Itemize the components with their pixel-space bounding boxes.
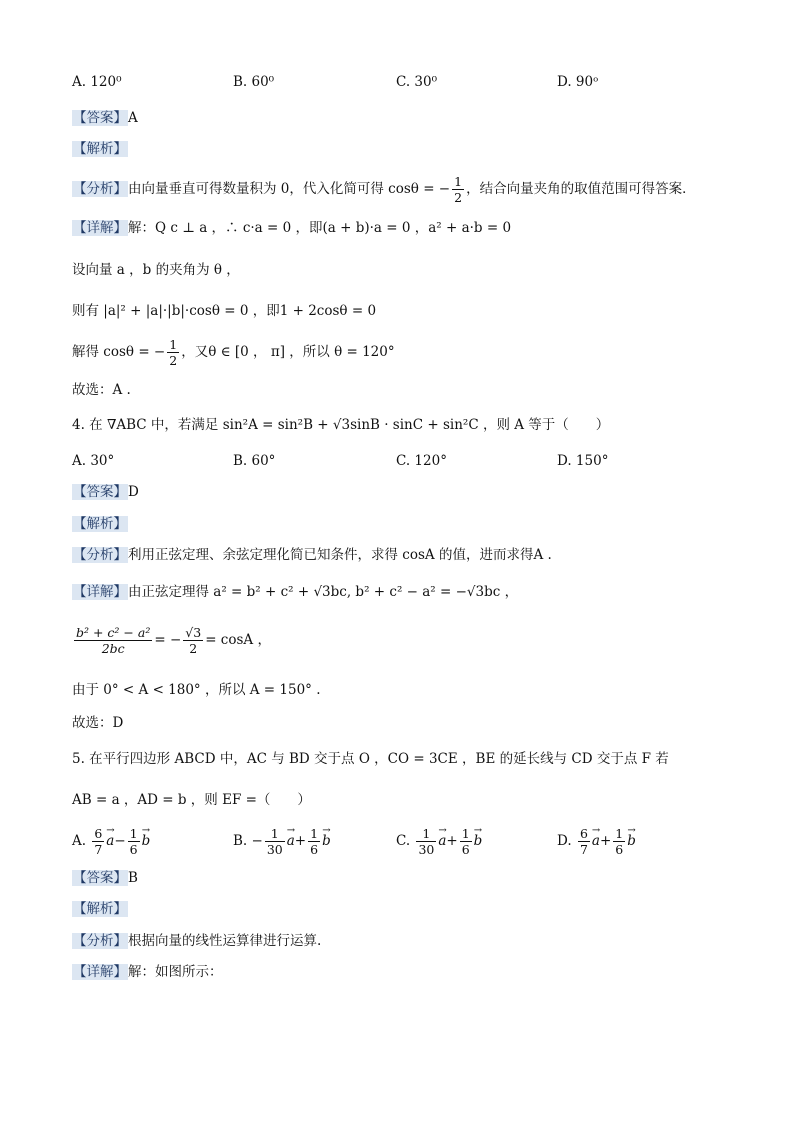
q4-fenxi: 【分析】利用正弦定理、余弦定理化简已知条件，求得 cosA 的值，进而求得A . xyxy=(73,547,552,563)
q5-option-a: A. $\frac{6}{7}$ → a− $\frac{1}{6}$ → b xyxy=(72,826,150,857)
q3-answer: 【答案】A xyxy=(73,110,138,126)
q3-analysis-heading: 【解析】 xyxy=(73,141,127,157)
q5-stem-line1: 5. 在平行四边形 ABCD 中，AC 与 BD 交于点 O ，CO = 3CE ，BE 的延长线与 CD 交于点 F 若 xyxy=(72,751,669,767)
q3-option-c: C. 30⁰ xyxy=(396,74,438,90)
q4-fraction-line: $\frac{\text{b² + c² − a²}}{2bc}$ = − $\frac{√3}{2}$ = cosA ， xyxy=(76,625,271,656)
q4-option-d: D. 150° xyxy=(557,453,609,469)
q4-analysis-heading: 【解析】 xyxy=(73,516,127,532)
q3-line-angle: 设向量 a ，b 的夹角为 θ ， xyxy=(72,262,240,278)
q5-option-b: B. − $\frac{1}{30}$ → a+ $\frac{1}{6}$ → b xyxy=(233,826,331,857)
q3-option-d: D. 90ᵒ xyxy=(557,74,599,90)
q4-range: 由于 0° < A < 180° ，所以 A = 150° . xyxy=(72,682,321,698)
q5-fenxi: 【分析】根据向量的线性运算律进行运算. xyxy=(73,933,322,949)
q4-option-b: B. 60° xyxy=(233,453,276,469)
q4-answer: 【答案】D xyxy=(73,484,139,500)
q5-option-d: D. $\frac{6}{7}$ → a+ $\frac{1}{6}$ → b xyxy=(557,826,636,857)
q3-xiangjie: 【详解】解：Q c ⊥ a ，∴ c·a = 0 ，即(a + b)·a = 0 ，a² + a·b = 0 xyxy=(73,220,512,236)
q4-choose: 故选：D xyxy=(72,715,124,731)
q3-fenxi: 【分析】由向量垂直可得数量积为 0，代入化简可得 cosθ = − $\frac{1}{2}$ ，结合向量夹角的取值范围可得答案． xyxy=(73,174,696,205)
q3-line-solve: 解得 cosθ = − $\frac{1}{2}$ ，又θ ∈ [0 ， π] ，所以 θ = 120° xyxy=(72,337,395,368)
q5-stem-line2: AB = a ，AD = b ，则 EF =（ ） xyxy=(72,792,311,808)
q5-answer: 【答案】B xyxy=(73,870,138,886)
q5-xiangjie: 【详解】解：如图所示： xyxy=(73,964,223,980)
q5-option-c: C. $\frac{1}{30}$ → a+ $\frac{1}{6}$ → b xyxy=(396,826,482,857)
q4-stem: 4. 在 ∇ABC 中，若满足 sin²A = sin²B + √3sinB · sinC + sin²C ，则 A 等于（ ） xyxy=(72,417,610,433)
q3-line-equation: 则有 |a|² + |a|·|b|·cosθ = 0 ，即1 + 2cosθ = 0 xyxy=(72,303,377,319)
q4-option-c: C. 120° xyxy=(396,453,447,469)
q3-option-b: B. 60⁰ xyxy=(233,74,275,90)
q5-analysis-heading: 【解析】 xyxy=(73,901,127,917)
q4-xiangjie: 【详解】由正弦定理得 a² = b² + c² + √3bc, b² + c² − a² = −√3bc ， xyxy=(73,584,519,600)
q4-option-a: A. 30° xyxy=(72,453,115,469)
q3-choose: 故选：A . xyxy=(72,382,131,398)
q3-option-a: A. 120⁰ xyxy=(72,74,122,90)
